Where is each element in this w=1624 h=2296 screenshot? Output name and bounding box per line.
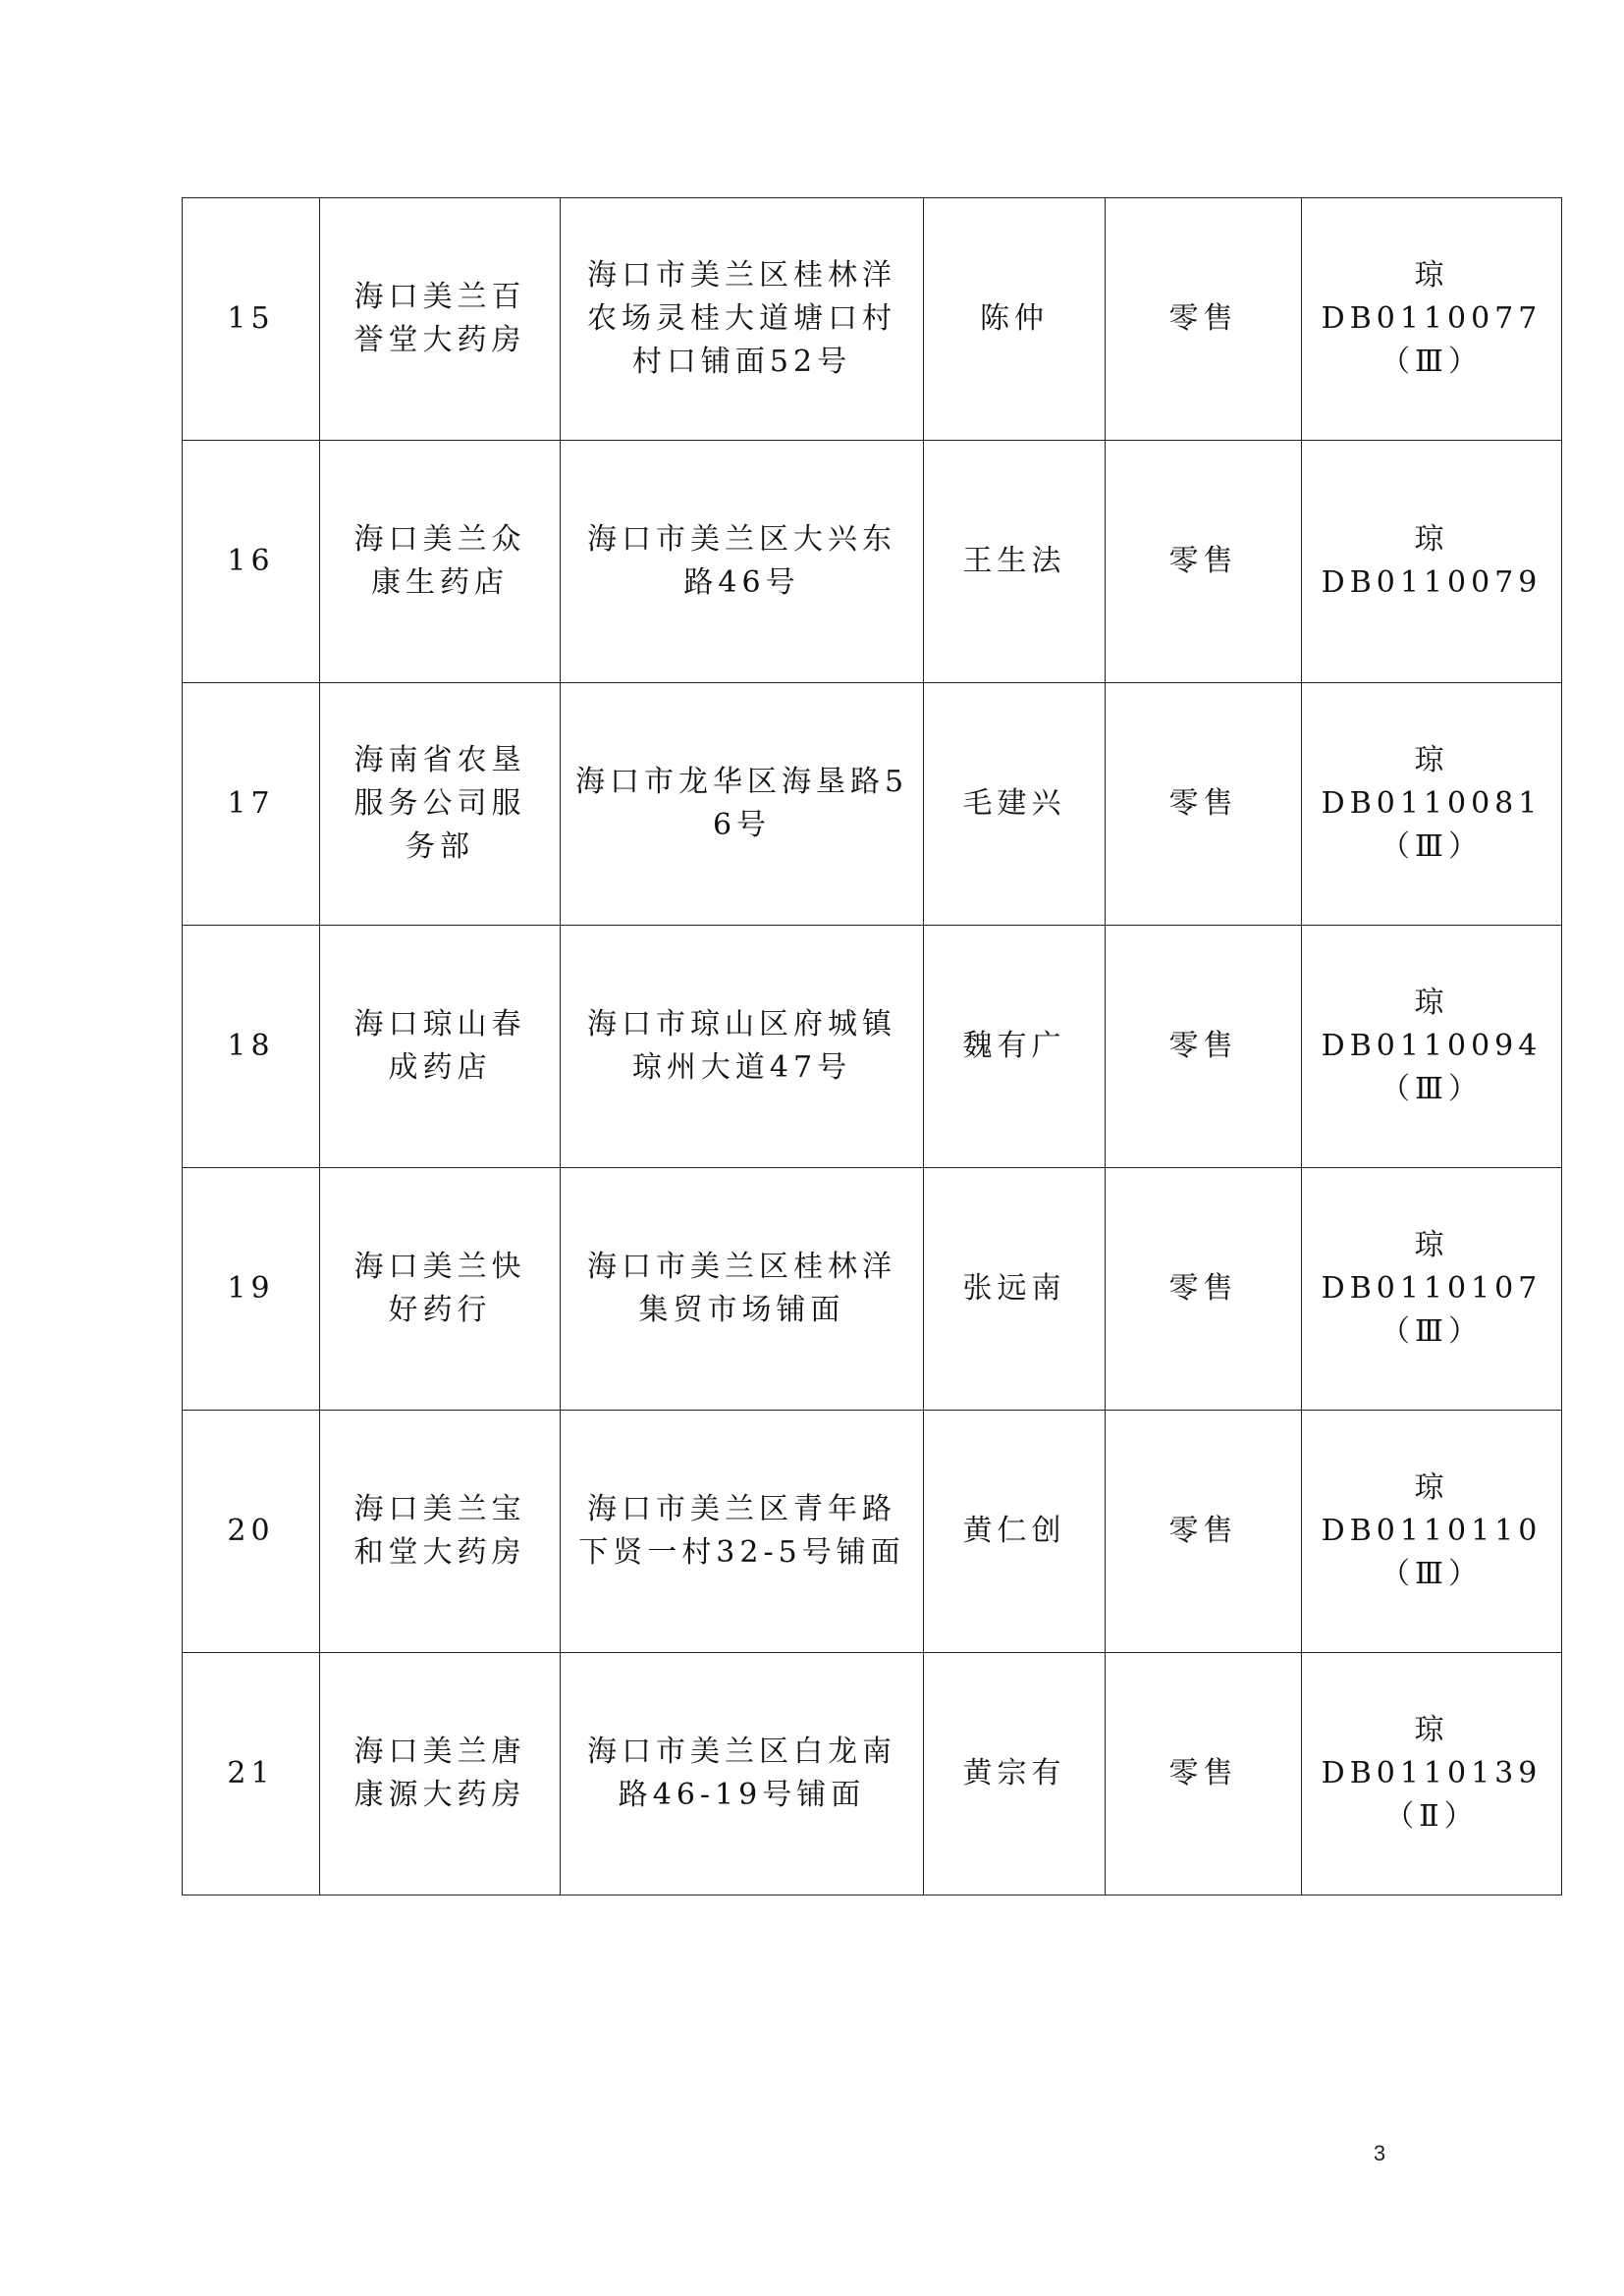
license-cell xyxy=(1302,926,1562,1168)
person-cell xyxy=(924,683,1106,926)
address-cell xyxy=(561,1168,924,1411)
table-body xyxy=(183,198,1562,1896)
address: 海口市美兰区青年路下贤一村32-5号铺面 xyxy=(578,1492,905,1570)
business-type-cell xyxy=(1106,683,1302,926)
business-type-cell xyxy=(1106,1411,1302,1653)
responsible-person: 毛建兴 xyxy=(962,786,1066,821)
row-number-cell xyxy=(183,1168,320,1411)
business-type-cell xyxy=(1106,1168,1302,1411)
license-level: （Ⅲ） xyxy=(1380,1557,1483,1591)
person-cell xyxy=(924,926,1106,1168)
license-level: （Ⅲ） xyxy=(1380,1072,1483,1106)
address: 海口市美兰区大兴东路46号 xyxy=(587,522,896,600)
business-type-cell xyxy=(1106,926,1302,1168)
row-number: 15 xyxy=(227,301,275,336)
license-level: （Ⅲ） xyxy=(1380,829,1483,864)
business-type-cell xyxy=(1106,198,1302,441)
company-name-cell xyxy=(320,1411,561,1653)
page-number: 3 xyxy=(1373,2141,1386,2165)
company-name: 海口美兰众康生药店 xyxy=(353,522,526,600)
address: 海口市龙华区海垦路56号 xyxy=(574,765,909,842)
row-number-cell xyxy=(183,683,320,926)
table-row xyxy=(183,1653,1562,1896)
business-type: 零售 xyxy=(1168,301,1238,336)
license-number: 琼DB0110107 xyxy=(1321,1228,1543,1306)
license-number: 琼DB0110081 xyxy=(1321,743,1543,821)
company-name-cell xyxy=(320,683,561,926)
row-number-cell xyxy=(183,441,320,683)
address-cell xyxy=(561,198,924,441)
license-cell xyxy=(1302,1653,1562,1896)
business-type: 零售 xyxy=(1168,786,1238,821)
license-cell xyxy=(1302,441,1562,683)
row-number: 19 xyxy=(227,1271,275,1306)
responsible-person: 陈仲 xyxy=(980,301,1049,336)
row-number-cell xyxy=(183,926,320,1168)
address-cell xyxy=(561,441,924,683)
pharmacy-registry-table xyxy=(182,197,1562,1896)
table-row xyxy=(183,683,1562,926)
responsible-person: 魏有广 xyxy=(962,1029,1066,1063)
row-number: 18 xyxy=(227,1029,275,1063)
row-number: 17 xyxy=(227,786,275,821)
license-number: 琼DB0110139 xyxy=(1321,1713,1543,1790)
company-name-cell xyxy=(320,441,561,683)
business-type: 零售 xyxy=(1168,1514,1238,1548)
row-number-cell xyxy=(183,198,320,441)
license-number: 琼DB0110094 xyxy=(1321,986,1543,1063)
row-number: 20 xyxy=(227,1514,275,1548)
row-number-cell xyxy=(183,1411,320,1653)
license-number: 琼DB0110077 xyxy=(1321,258,1543,336)
company-name: 海口美兰宝和堂大药房 xyxy=(353,1492,526,1570)
table-row xyxy=(183,1168,1562,1411)
row-number-cell xyxy=(183,1653,320,1896)
license-level: （Ⅲ） xyxy=(1380,1314,1483,1349)
license-number: 琼DB0110110 xyxy=(1321,1470,1543,1548)
table-row xyxy=(183,198,1562,441)
company-name: 海口美兰快好药行 xyxy=(353,1250,526,1327)
company-name-cell xyxy=(320,1168,561,1411)
company-name: 海口美兰唐康源大药房 xyxy=(353,1735,526,1812)
person-cell xyxy=(924,198,1106,441)
business-type-cell xyxy=(1106,441,1302,683)
license-level: （Ⅱ） xyxy=(1384,1799,1479,1834)
company-name-cell xyxy=(320,1653,561,1896)
responsible-person: 黄仁创 xyxy=(962,1514,1066,1548)
address-cell xyxy=(561,1653,924,1896)
person-cell xyxy=(924,1653,1106,1896)
business-type: 零售 xyxy=(1168,1271,1238,1306)
person-cell xyxy=(924,1168,1106,1411)
license-cell xyxy=(1302,683,1562,926)
address: 海口市美兰区桂林洋农场灵桂大道塘口村村口铺面52号 xyxy=(587,258,896,379)
company-name: 海南省农垦服务公司服务部 xyxy=(353,743,526,864)
table-row xyxy=(183,1411,1562,1653)
person-cell xyxy=(924,1411,1106,1653)
responsible-person: 张远南 xyxy=(962,1271,1066,1306)
table-row xyxy=(183,926,1562,1168)
address: 海口市美兰区白龙南路46-19号铺面 xyxy=(587,1735,896,1812)
business-type-cell xyxy=(1106,1653,1302,1896)
responsible-person: 王生法 xyxy=(962,544,1066,578)
address: 海口市美兰区桂林洋集贸市场铺面 xyxy=(587,1250,896,1327)
address-cell xyxy=(561,926,924,1168)
business-type: 零售 xyxy=(1168,1756,1238,1790)
license-cell xyxy=(1302,198,1562,441)
row-number: 16 xyxy=(227,544,275,578)
address-cell xyxy=(561,1411,924,1653)
license-cell xyxy=(1302,1168,1562,1411)
address: 海口市琼山区府城镇琼州大道47号 xyxy=(587,1007,896,1085)
license-level: （Ⅲ） xyxy=(1380,345,1483,379)
business-type: 零售 xyxy=(1168,544,1238,578)
company-name: 海口美兰百誉堂大药房 xyxy=(353,280,526,357)
table-row xyxy=(183,441,1562,683)
license-cell xyxy=(1302,1411,1562,1653)
company-name-cell xyxy=(320,926,561,1168)
responsible-person: 黄宗有 xyxy=(962,1756,1066,1790)
address-cell xyxy=(561,683,924,926)
row-number: 21 xyxy=(227,1756,275,1790)
license-number: 琼DB0110079 xyxy=(1321,522,1543,600)
business-type: 零售 xyxy=(1168,1029,1238,1063)
company-name: 海口琼山春成药店 xyxy=(353,1007,526,1085)
person-cell xyxy=(924,441,1106,683)
company-name-cell xyxy=(320,198,561,441)
